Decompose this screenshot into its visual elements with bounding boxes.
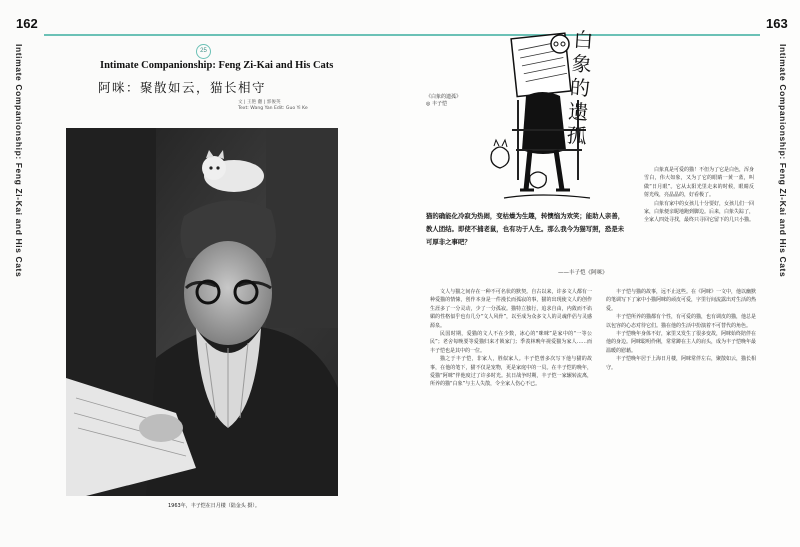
body-paragraph: 白象有家中的女孩儿十分要好，女孩儿们一回家，白象便亲昵地跑到脚边。后来，白象失踪了，全家人四处寻找，最终只寻回它留下的几只小猫。	[644, 200, 755, 224]
spine-title-right: Intimate Companionship: Feng Zi-Kai and His Cats	[778, 44, 788, 278]
body-paragraph: 文人与猫之间存在一种不可名状的默契。自古以来，许多文人都有一种爱猫的情愫，创作本身是一件漫长而孤寂的事，猫的出现使文人的创作生涯多了一分灵动，少了一分孤寂。猫特立独行，追求自由，内敛而不谄媚的性格似乎也有几分“文人风骨”，以至成为众多文人的灵魂伴侣与灵感源泉。	[430, 289, 592, 329]
illustration-caption-title: 《白象的遗孤》	[426, 94, 462, 100]
pull-quote-attribution: ——丰子恺《阿咪》	[558, 270, 608, 276]
page-number-left: 162	[16, 16, 38, 31]
body-paragraph: 丰子恺晚年居于上海日月楼，阿咪常伴左右，聚散如云，猫长相守。	[606, 356, 757, 371]
article-title-cn: 阿咪：聚散如云，猫长相守	[98, 80, 267, 95]
body-paragraph: 民国时期，爱猫的文人不在少数，冰心的“咪咪”是家中的“一等公民”；老舍每晚要等爱猫归来才锁家门；季羡林晚年视爱猫为家人……而丰子恺也是其中的一位。	[430, 331, 592, 354]
body-paragraph: 丰子恺晚年身体不好，家里又发生了很多变故，阿咪始终陪伴在他的身边。阿咪聪明伶俐，常常蹲在主人的肩头，成为丰子恺晚年最温暖的慰藉。	[606, 331, 757, 354]
calligraphy-title	[565, 27, 622, 158]
body-column-top	[644, 166, 754, 225]
illustration-caption-author: ◎ 丰子恺	[426, 101, 447, 107]
portrait-photo-image	[66, 128, 338, 496]
calligraphy-text: 白象的遗孤	[565, 27, 595, 149]
right-page	[400, 0, 800, 547]
header-rule-left	[44, 34, 400, 36]
body-paragraph: 猫之于丰子恺，非家人，胜似家人。丰子恺曾多次写下他与猫的故事，在他的笔下，猫不仅是宠物，更是家庭中的一员。在丰子恺的晚年，爱猫“阿咪”伴他度过了许多时光。抗日战争时期，丰子恺一家辗转流离，所养的猫“白象”与主人失散，令全家人伤心不已。	[430, 356, 592, 388]
pull-quote: 猫的确能化冷寂为热闹，变枯燥为生趣，转懊恼为欢笑；能助人亲善，教人团结。即使不捕老鼠，也有功于人生。那么我今为猫写照，恐是未可厚非之事吧？	[426, 212, 625, 246]
page-number-right: 163	[766, 16, 788, 31]
body-column-left	[430, 288, 592, 389]
body-paragraph: 丰子恺所养的猫都有个性，有可爱的猫，也有调皮的猫，他总是以包容的心态对待它们。猫在他的生活中扮演着不可替代的角色。	[606, 314, 757, 329]
portrait-photo	[66, 128, 338, 496]
illustration-caption	[426, 94, 461, 108]
credits-en: Text: Wang Yan Edit: Guo Yi Ke	[238, 106, 308, 111]
photo-caption: 1963年，丰子恺在日月楼（陆金头 摄）。	[168, 503, 260, 509]
body-paragraph: 白象真是可爱的猫！不但为了它是白色，浑身雪白，伟大如象，又为了它的眼睛一黄一蓝，叫做“日月眼”。它从太阳光里走来的时候，眼睛反射光线，亮晶晶的，好看极了。	[644, 167, 755, 199]
body-paragraph: 丰子恺与猫的故事，远不止这些。在《阿咪》一文中，他以幽默的笔调写下了家中小猫阿咪的顽皮可爱，字里行间流露出对生活的热爱。	[606, 289, 757, 312]
body-column-right	[606, 288, 756, 372]
article-credits	[238, 100, 308, 112]
credits-cn: 文 | 王艳 翻 | 郭俊英	[238, 100, 281, 105]
article-number-badge: 25	[196, 44, 211, 59]
article-title-en: Intimate Companionship: Feng Zi-Kai and His Cats	[100, 60, 334, 71]
spine-title-left: Intimate Companionship: Feng Zi-Kai and His Cats	[14, 44, 24, 278]
